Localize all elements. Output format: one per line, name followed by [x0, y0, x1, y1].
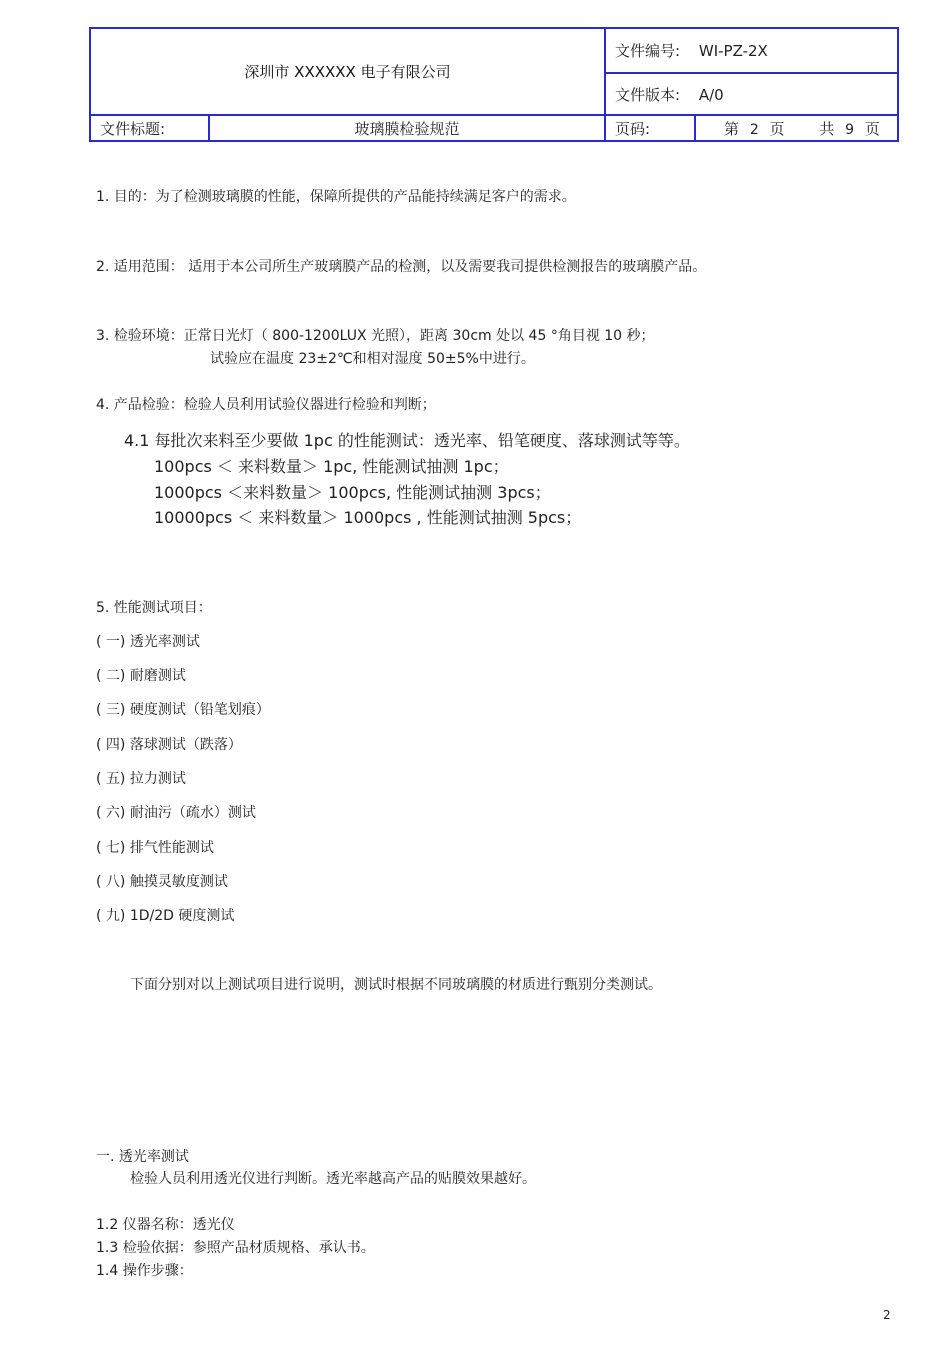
company-name: 深圳市 XXXXXX 电子有限公司	[90, 28, 605, 115]
doc-version-label: 文件版本:	[615, 85, 681, 104]
section-3-conditions: 试验应在温度 23±2℃和相对湿度 50±5%中进行。	[210, 351, 535, 367]
page-ye-1: 页	[769, 119, 785, 138]
section-one-title: 一. 透光率测试	[96, 1149, 189, 1165]
page-number: 2	[883, 1308, 891, 1322]
list-item: ( 二) 耐磨测试	[96, 668, 186, 684]
page-di: 第	[724, 119, 740, 138]
list-item: ( 七) 排气性能测试	[96, 840, 214, 856]
page-total: 9	[845, 121, 855, 138]
section-1-purpose: 1. 目的：为了检测玻璃膜的性能，保障所提供的产品能持续满足客户的需求。	[96, 189, 576, 205]
list-item: ( 六) 耐油污（疏水）测试	[96, 805, 256, 821]
title-label: 文件标题:	[90, 115, 209, 141]
doc-title: 玻璃膜检验规范	[209, 115, 605, 141]
page-label: 页码:	[605, 115, 695, 141]
section-2-scope: 2. 适用范围： 适用于本公司所生产玻璃膜产品的检测，以及需要我司提供检测报告的玻璃膜产品。	[96, 259, 707, 275]
page-gong: 共	[819, 119, 835, 138]
section-1-4: 1.4 操作步骤：	[96, 1263, 193, 1279]
page-ye-2: 页	[864, 119, 880, 138]
section-4-inspection: 4. 产品检验：检验人员利用试验仪器进行检验和判断；	[96, 397, 436, 413]
explanation-note: 下面分别对以上测试项目进行说明，测试时根据不同玻璃膜的材质进行甄别分类测试。	[130, 977, 662, 993]
document-header-table	[89, 27, 899, 142]
list-item: ( 一) 透光率测试	[96, 634, 200, 650]
doc-number-value: WI-PZ-2X	[698, 42, 768, 60]
list-item: ( 八) 触摸灵敏度测试	[96, 874, 228, 890]
doc-version-cell	[605, 73, 898, 115]
section-1-3: 1.3 检验依据：参照产品材质规格、承认书。	[96, 1240, 375, 1256]
section-3-environment: 3. 检验环境：正常日光灯（ 800-1200LUX 光照），距离 30cm 处以 45 °角目视 10 秒；	[96, 328, 655, 344]
doc-version-value: A/0	[698, 85, 724, 104]
list-item: ( 三) 硬度测试（铅笔划痕）	[96, 702, 270, 718]
sampling-rule-1: 100pcs ＜ 来料数量＞ 1pc, 性能测试抽测 1pc；	[154, 457, 509, 476]
doc-number-label: 文件编号:	[615, 42, 681, 60]
section-5-test-items: 5. 性能测试项目：	[96, 600, 212, 616]
section-one-description: 检验人员利用透光仪进行判断。透光率越高产品的贴膜效果越好。	[130, 1171, 536, 1187]
section-1-2: 1.2 仪器名称：透光仪	[96, 1217, 235, 1233]
page-info	[695, 115, 898, 141]
sampling-rule-2: 1000pcs ＜来料数量＞ 100pcs, 性能测试抽测 3pcs；	[154, 483, 551, 502]
list-item: ( 九) 1D/2D 硬度测试	[96, 908, 235, 924]
sampling-rule-3: 10000pcs ＜ 来料数量＞ 1000pcs , 性能测试抽测 5pcs；	[154, 508, 582, 527]
list-item: ( 五) 拉力测试	[96, 771, 186, 787]
page-current: 2	[749, 121, 759, 138]
doc-number-cell	[605, 28, 898, 73]
list-item: ( 四) 落球测试（跌落）	[96, 737, 242, 753]
section-4-1: 4.1 每批次来料至少要做 1pc 的性能测试：透光率、铅笔硬度、落球测试等等。	[124, 431, 690, 450]
